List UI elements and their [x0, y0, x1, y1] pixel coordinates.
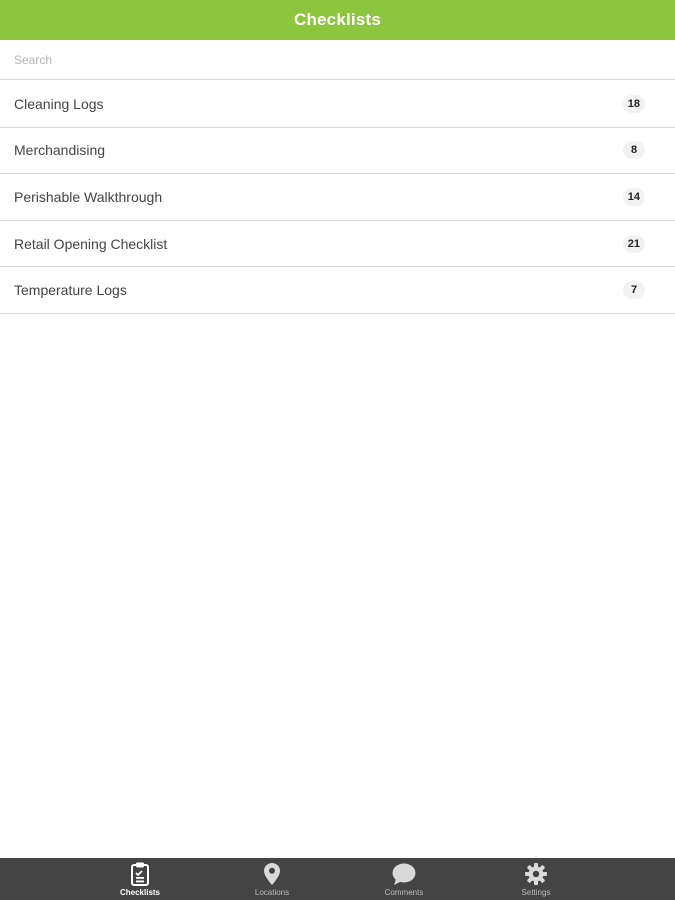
page-title: Checklists: [293, 10, 382, 29]
tab-checklists[interactable]: [74, 858, 206, 900]
count-badge: 7: [623, 281, 645, 299]
count-badge: 18: [623, 95, 645, 113]
gear-icon: [524, 862, 548, 886]
count-badge: 21: [623, 235, 645, 253]
search-input[interactable]: [14, 49, 654, 71]
checklist-list: [0, 81, 675, 314]
item-label: Temperature Logs: [14, 282, 127, 299]
item-label: Perishable Walkthrough: [14, 188, 163, 205]
tab-settings[interactable]: [470, 858, 602, 900]
item-label: Retail Opening Checklist: [14, 235, 168, 252]
tab-label: Settings: [521, 888, 551, 897]
clipboard-icon: [128, 862, 152, 886]
list-item[interactable]: [0, 128, 675, 175]
item-label: Cleaning Logs: [14, 95, 104, 112]
list-item[interactable]: [0, 174, 675, 221]
list-item[interactable]: [0, 81, 675, 128]
tab-locations[interactable]: [206, 858, 338, 900]
speech-bubble-icon: [392, 862, 416, 886]
app-header: [0, 0, 675, 40]
tab-label: Checklists: [119, 888, 161, 897]
tab-label: Locations: [254, 888, 290, 897]
bottom-tab-bar: [0, 858, 675, 900]
count-badge: 14: [623, 188, 645, 206]
list-item[interactable]: [0, 221, 675, 268]
count-badge: 8: [623, 141, 645, 159]
item-label: Merchandising: [14, 142, 106, 159]
tab-label: Comments: [384, 888, 424, 897]
tab-comments[interactable]: [338, 858, 470, 900]
list-item[interactable]: [0, 267, 675, 314]
map-pin-icon: [260, 862, 284, 886]
search-bar: [0, 40, 675, 80]
